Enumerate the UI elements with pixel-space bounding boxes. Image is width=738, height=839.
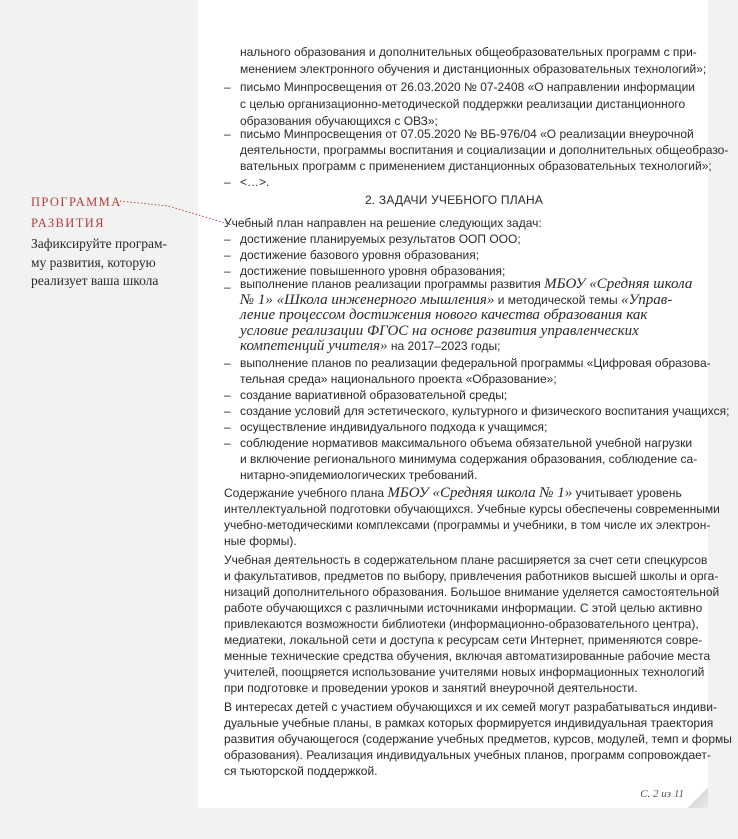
margin-note-title-line-2: РАЗВИТИЯ bbox=[31, 216, 105, 230]
list-item-letter-1-line-2: с целью организационно-методической поддержки реализации дистанционного bbox=[240, 97, 686, 111]
margin-note-text bbox=[31, 235, 191, 291]
list-item-letter-2-line-2: деятельности, программы воспитания и социализации и дополнительных общеобразо- bbox=[240, 143, 729, 157]
list-item-ellipsis: <…>. bbox=[240, 175, 270, 189]
task-item-6: создание вариативной образовательной среды; bbox=[240, 388, 508, 402]
paragraph-2-line-6: медиатеки, локальной сети и доступа к ресурсам сети Интернет, применяются совре- bbox=[224, 633, 703, 647]
list-item-continuation-line-2: менением электронного обучения и дистанционных образовательных технологий»; bbox=[240, 62, 707, 76]
task-item-9-line-2: и включение регионального минимума содержания образования, соблюдение са- bbox=[240, 452, 698, 466]
paragraph-3-line-3: развития обучающегося (содержание учебных предметов, курсов, модулей, темп и формы bbox=[224, 732, 732, 746]
paragraph-3-line-5: ся тьюторской поддержкой. bbox=[224, 764, 378, 778]
task-item-4-years: на 2017–2023 годы; bbox=[387, 339, 501, 353]
task-item-5-line-1: выполнение планов по реализации федеральной программы «Цифровая образова- bbox=[240, 356, 711, 370]
task-item-4-line-5 bbox=[240, 338, 500, 355]
paragraph-2-line-3: низаций дополнительного образования. Большое внимание уделяется самостоятельной bbox=[224, 585, 720, 599]
list-item-letter-2-line-3: вательных программ с применением дистанционных образовательных технологий»; bbox=[240, 159, 712, 173]
paragraph-2-line-8: учителей, поощряется использование учителями новых информационных технологий bbox=[224, 665, 705, 679]
list-dash: – bbox=[224, 248, 231, 262]
task-item-9-line-1: соблюдение нормативов максимального объема обязательной учебной нагрузки bbox=[240, 436, 693, 450]
list-dash: – bbox=[224, 388, 231, 402]
paragraph-2-line-7: менные технические средства обучения, включая автоматизированные рабочие места bbox=[224, 649, 711, 663]
task-item-4-text: и методической темы bbox=[494, 293, 622, 307]
margin-note-text-line-1: Зафиксируйте програм- bbox=[31, 236, 168, 251]
margin-note-title-line-1: ПРОГРАММА bbox=[31, 195, 122, 209]
list-dash: – bbox=[224, 436, 231, 450]
paragraph-1-line-1 bbox=[224, 485, 682, 502]
list-dash: – bbox=[224, 80, 231, 94]
list-dash: – bbox=[224, 420, 231, 434]
paragraph-3-line-4: образования). Реализация индивидуальных учебных планов, программ сопровождает- bbox=[224, 748, 711, 762]
method-theme-line-5: компетенций учителя» bbox=[240, 338, 388, 354]
list-item-letter-2-line-1: письмо Минпросвещения от 07.05.2020 № ВБ-976/04 «О реализации внеурочной bbox=[240, 127, 694, 141]
task-item-4-line-1 bbox=[240, 276, 692, 293]
program-name-italic: № 1» «Школа инженерного мышления» bbox=[240, 292, 495, 308]
method-theme-line-4: условие реализации ФГОС на основе развития управленческих bbox=[240, 323, 639, 339]
task-item-4-text: выполнение планов реализации программы развития bbox=[240, 277, 545, 291]
margin-note-text-line-2: му развития, которую bbox=[31, 254, 156, 270]
task-item-8: осуществление индивидуального подхода к учащимся; bbox=[240, 420, 548, 434]
paragraph-1-line-3: учебно-методическими комплексами (программы и учебники, в том числе их электрон- bbox=[224, 518, 711, 532]
task-item-1: достижение планируемых результатов ООП ООО; bbox=[240, 232, 521, 246]
paragraph-1-text: Содержание учебного плана bbox=[224, 486, 388, 500]
list-dash: – bbox=[224, 175, 231, 189]
paragraph-2-line-5: привлекаются возможности библиотеки (информационно-образовательного центра), bbox=[224, 617, 699, 631]
list-dash: – bbox=[224, 280, 231, 294]
margin-note-text-line-3: реализует ваша школа bbox=[31, 273, 159, 288]
paragraph-2-line-1: Учебная деятельность в содержательном плане расширяется за счет сети спецкурсов bbox=[224, 553, 708, 567]
task-item-9-line-3: нитарно-эпидемиологических требований. bbox=[240, 468, 478, 482]
section-heading: 2. ЗАДАЧИ УЧЕБНОГО ПЛАНА bbox=[364, 193, 544, 207]
method-theme-line-3: ление процессом достижения нового качества образования как bbox=[240, 307, 648, 323]
paragraph-3-line-1: В интересах детей с участием обучающихся и их семей могут разрабатываться индиви- bbox=[224, 700, 717, 714]
list-dash: – bbox=[224, 264, 231, 278]
list-item-letter-1-line-1: письмо Минпросвещения от 26.03.2020 № 07-2408 «О направлении информации bbox=[240, 80, 695, 94]
margin-note bbox=[31, 192, 191, 291]
page-number: С. 2 из 11 bbox=[640, 788, 684, 800]
task-item-7: создание условий для эстетического, культурного и физического воспитания учащихся; bbox=[240, 404, 730, 418]
paragraph-2-line-9: при подготовке и проведении уроков и занятий внеурочной деятельности. bbox=[224, 681, 638, 695]
list-dash: – bbox=[224, 232, 231, 246]
page-corner-fold bbox=[688, 788, 708, 808]
list-dash: – bbox=[224, 356, 231, 370]
task-item-5-line-2: тельная среда» национального проекта «Образование»; bbox=[240, 372, 557, 386]
school-name-italic: МБОУ «Средняя школа № 1» bbox=[387, 485, 573, 501]
paragraph-3-line-2: дуальные учебные планы, в рамках которых формируется индивидуальная траектория bbox=[224, 716, 714, 730]
paragraph-2-line-2: и факультативов, предметов по выбору, привлечения работников высшей школы и орга- bbox=[224, 569, 719, 583]
paragraph-1-line-4: ные формы). bbox=[224, 534, 297, 548]
task-item-3: достижение повышенного уровня образования; bbox=[240, 264, 506, 278]
paragraph-1-line-2: интеллектуальной подготовки обучающихся. Учебные курсы обеспечены современными bbox=[224, 502, 720, 516]
method-theme-italic: «Управ- bbox=[621, 292, 673, 308]
list-dash: – bbox=[224, 127, 231, 141]
paragraph-2-line-4: работе обучающихся с различными источниками информации. С этой целью активно bbox=[224, 601, 703, 615]
tasks-intro: Учебный план направлен на решение следующих задач: bbox=[224, 216, 542, 230]
list-dash: – bbox=[224, 404, 231, 418]
task-item-2: достижение базового уровня образования; bbox=[240, 248, 480, 262]
school-name-italic: МБОУ «Средняя школа bbox=[544, 276, 693, 292]
list-item-continuation-line-1: нального образования и дополнительных общеобразовательных программ с при- bbox=[240, 45, 697, 59]
paragraph-1-text: учитывает уровень bbox=[572, 486, 682, 500]
list-item-letter-1-line-3: образования обучающихся с ОВЗ»; bbox=[240, 114, 438, 128]
